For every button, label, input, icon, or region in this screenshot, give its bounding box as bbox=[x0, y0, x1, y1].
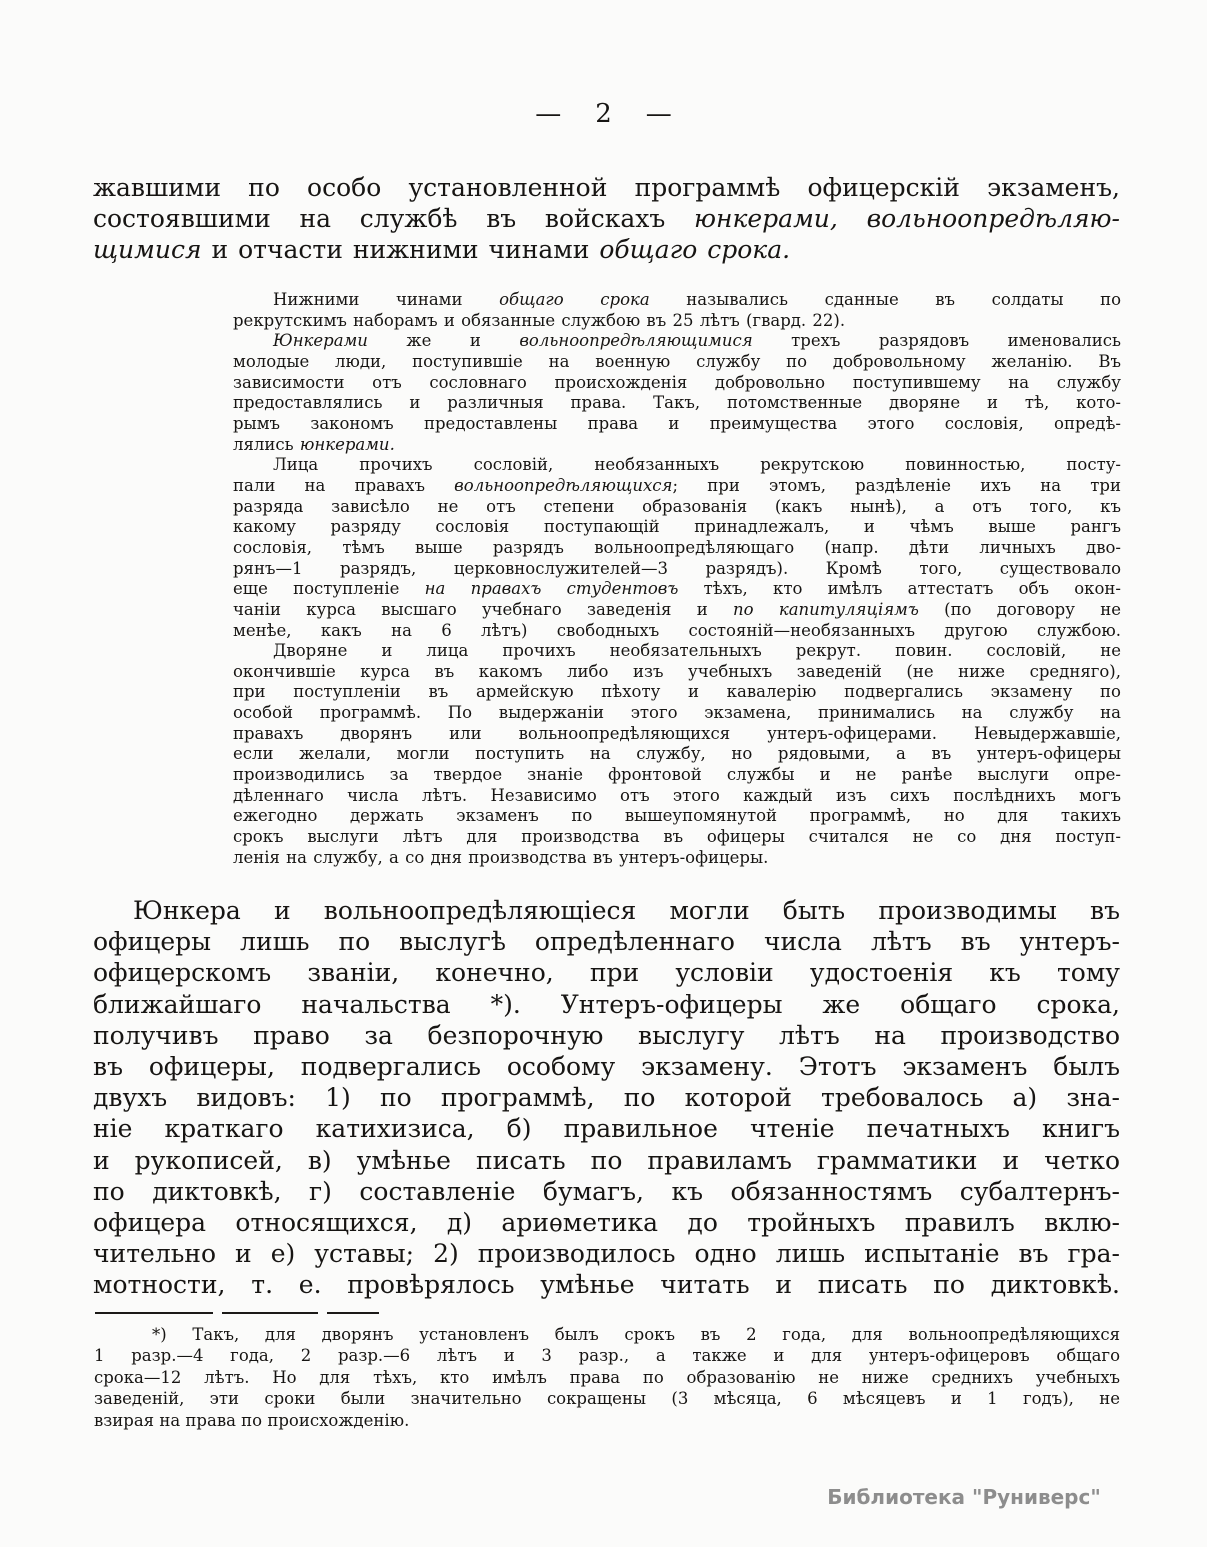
text-run: дѣленнаго числа лѣтъ. Независимо отъ этого каждый изъ сихъ послѣднихъ могъ bbox=[233, 785, 1121, 805]
text-line bbox=[93, 1238, 1120, 1269]
text-run: производились за твердое знаніе фронтовой службы и не ранѣе выслуги опре- bbox=[233, 765, 1121, 785]
text-line bbox=[93, 172, 1120, 203]
page-number bbox=[0, 99, 1207, 129]
text-line bbox=[93, 895, 1120, 926]
text-line bbox=[233, 414, 1121, 435]
text-run: срока—12 лѣтъ. Но для тѣхъ, кто имѣлъ права по образованію не ниже среднихъ учебныхъ bbox=[94, 1367, 1120, 1387]
text-line bbox=[233, 786, 1121, 807]
text-run: если желали, могли поступить на службу, но рядовыми, а въ унтеръ-офицеры bbox=[233, 744, 1121, 764]
text-run: лялись bbox=[233, 434, 300, 454]
text-line bbox=[233, 765, 1121, 786]
italic-text-run: щимися bbox=[93, 235, 202, 264]
text-run: и отчасти нижними чинами bbox=[201, 235, 600, 264]
text-line bbox=[233, 290, 1121, 311]
text-line bbox=[94, 1324, 1120, 1345]
text-line bbox=[233, 744, 1121, 765]
text-run: двухъ видовъ: 1) по программѣ, по которой требовалось а) зна- bbox=[93, 1083, 1120, 1113]
text-run: заведеній, эти сроки были значительно сокращены (3 мѣсяца, 6 мѣсяцевъ и 1 годъ), не bbox=[94, 1389, 1120, 1409]
italic-text-run: на правахъ студентовъ bbox=[424, 579, 679, 599]
text-line bbox=[93, 1082, 1120, 1113]
text-line bbox=[233, 662, 1121, 683]
text-line bbox=[233, 393, 1121, 414]
text-run: офицера относящихся, д) ариѳметика до тройныхъ правилъ вклю- bbox=[93, 1208, 1120, 1238]
text-run: (по договору не bbox=[918, 599, 1121, 619]
text-run: и рукописей, в) умѣнье писать по правиламъ грамматики и четко bbox=[93, 1145, 1120, 1175]
text-run: офицерскомъ званіи, конечно, при условіи удостоенія къ тому bbox=[93, 958, 1120, 988]
text-line bbox=[233, 331, 1121, 352]
text-line bbox=[93, 926, 1120, 957]
text-run: состоявшими на службѣ въ войскахъ bbox=[93, 204, 694, 233]
text-run: взирая на права по происхожденію. bbox=[94, 1410, 410, 1430]
text-run: молодые люди, поступившіе на военную службу по добровольному желанію. Въ bbox=[233, 351, 1121, 371]
text-run: Лица прочихъ сословій, необязанныхъ рекрутскою повинностью, посту- bbox=[273, 455, 1121, 475]
italic-text-run: юнкерами, вольноопредѣляю- bbox=[693, 204, 1120, 233]
text-line bbox=[233, 724, 1121, 745]
text-line bbox=[233, 600, 1121, 621]
text-line bbox=[93, 1207, 1120, 1238]
library-watermark: Библиотека "Руниверс" bbox=[827, 1485, 1101, 1509]
small-print-paragraph bbox=[233, 331, 1121, 455]
text-run: еще поступленіе bbox=[233, 579, 425, 599]
text-run: *) Такъ, для дворянъ установленъ былъ срокъ въ 2 года, для вольноопредѣляющихся bbox=[152, 1325, 1120, 1344]
text-line bbox=[233, 703, 1121, 724]
text-line bbox=[93, 1051, 1120, 1082]
text-line bbox=[233, 579, 1121, 600]
text-run: мотности, т. е. провѣрялось умѣнье читать и писать по диктовкѣ. bbox=[93, 1270, 1120, 1300]
text-line bbox=[233, 538, 1121, 559]
text-run: рянъ—1 разрядъ, церковнослужителей—3 разрядъ). Кромѣ того, существовало bbox=[233, 558, 1121, 578]
text-run: при поступленіи въ армейскую пѣхоту и кавалерію подвергались экзамену по bbox=[233, 682, 1121, 702]
text-line bbox=[93, 203, 1120, 234]
text-line bbox=[93, 1113, 1120, 1144]
text-run: ніе краткаго катихизиса, б) правильное чтеніе печатныхъ книгъ bbox=[93, 1114, 1120, 1144]
text-run: по диктовкѣ, г) составленіе бумагъ, къ обязанностямъ субалтернъ- bbox=[93, 1176, 1120, 1206]
text-run: назывались сданные въ солдаты по bbox=[649, 290, 1122, 309]
text-line bbox=[94, 1388, 1120, 1409]
text-run: ежегодно держать экзаменъ по вышеупомянутой программѣ, но для такихъ bbox=[233, 806, 1121, 826]
text-line bbox=[93, 957, 1120, 988]
text-line bbox=[233, 352, 1121, 373]
text-run: какому разряду сословія поступающій принадлежалъ, и чѣмъ выше рангъ bbox=[233, 517, 1121, 537]
intro-paragraph bbox=[93, 172, 1120, 265]
text-run: предоставлялись и различныя права. Такъ, потомственные дворяне и тѣ, кото- bbox=[233, 393, 1121, 413]
text-run: же и bbox=[367, 331, 520, 351]
text-line bbox=[93, 1145, 1120, 1176]
text-run: Дворяне и лица прочихъ необязательныхъ рекрут. повин. сословій, не bbox=[273, 641, 1121, 661]
small-print-paragraphs bbox=[233, 290, 1121, 868]
small-print-paragraph bbox=[233, 290, 1121, 331]
text-line bbox=[94, 1367, 1120, 1388]
text-run: менѣе, какъ на 6 лѣтъ) свободныхъ состояній—необязанныхъ другою службою. bbox=[233, 620, 1121, 640]
small-print-paragraph bbox=[233, 455, 1121, 641]
text-line bbox=[93, 1020, 1120, 1051]
italic-text-run: общаго срока bbox=[499, 290, 650, 309]
footnote-separator-rule bbox=[95, 1312, 379, 1314]
text-run: ленія на службу, а со дня производства въ унтеръ-офицеры. bbox=[233, 847, 769, 867]
text-line bbox=[233, 559, 1121, 580]
text-line bbox=[233, 373, 1121, 394]
text-line bbox=[233, 621, 1121, 642]
text-line bbox=[233, 641, 1121, 662]
text-line bbox=[93, 1176, 1120, 1207]
italic-text-run: общаго срока. bbox=[599, 235, 791, 264]
text-line bbox=[233, 806, 1121, 827]
main-paragraph bbox=[93, 895, 1120, 1301]
rule-segment bbox=[222, 1312, 318, 1314]
text-line bbox=[233, 517, 1121, 538]
text-run: Нижними чинами bbox=[273, 290, 500, 309]
text-run: ближайшаго начальства *). Унтеръ-офицеры же общаго срока, bbox=[93, 989, 1120, 1019]
text-run: чительно и е) уставы; 2) производилось одно лишь испытаніе въ гра- bbox=[93, 1239, 1120, 1269]
text-line bbox=[233, 682, 1121, 703]
text-run: рекрутскимъ наборамъ и обязанные службою въ 25 лѣтъ (гвард. 22). bbox=[233, 310, 846, 330]
italic-text-run: юнкерами. bbox=[299, 434, 395, 454]
text-line bbox=[233, 497, 1121, 518]
page-number-value: 2 bbox=[595, 99, 612, 129]
text-run: особой программѣ. По выдержаніи этого экзамена, принимались на службу на bbox=[233, 703, 1121, 723]
small-print-paragraph bbox=[233, 641, 1121, 868]
text-line bbox=[94, 1410, 1120, 1431]
text-run: срокъ выслуги лѣтъ для производства въ офицеры считался не со дня поступ- bbox=[233, 827, 1121, 847]
text-run: ; при этомъ, раздѣленіе ихъ на три bbox=[672, 475, 1121, 495]
text-run: разряда зависѣло не отъ степени образованія (какъ нынѣ), а отъ того, къ bbox=[233, 496, 1121, 516]
text-run: тѣхъ, кто имѣлъ аттестатъ объ окон- bbox=[678, 579, 1121, 599]
text-run: Юнкера и вольноопредѣляющіеся могли быть производимы въ bbox=[133, 896, 1120, 925]
text-line bbox=[233, 455, 1121, 476]
text-run: правахъ дворянъ или вольноопредѣляющихся унтеръ-офицерами. Невыдержавшіе, bbox=[233, 723, 1121, 743]
text-line bbox=[233, 827, 1121, 848]
text-run: зависимости отъ сословнаго происхожденія добровольно поступившему на службу bbox=[233, 372, 1121, 392]
text-run: офицеры лишь по выслугѣ опредѣленнаго числа лѣтъ въ унтеръ- bbox=[93, 927, 1120, 957]
text-line bbox=[233, 476, 1121, 497]
text-run: рымъ закономъ предоставлены права и преимущества этого сословія, опредѣ- bbox=[233, 413, 1121, 433]
text-run: пали на правахъ bbox=[233, 475, 455, 495]
text-run: трехъ разрядовъ именовались bbox=[752, 331, 1121, 351]
italic-text-run: по капитуляціямъ bbox=[733, 599, 919, 619]
rule-segment bbox=[327, 1312, 379, 1314]
text-run: въ офицеры, подвергались особому экзамену. Этотъ экзаменъ былъ bbox=[93, 1052, 1120, 1082]
text-run: 1 разр.—4 года, 2 разр.—6 лѣтъ и 3 разр., а также и для унтеръ-офицеровъ общаго bbox=[94, 1346, 1120, 1366]
text-run: сословія, тѣмъ выше разрядъ вольноопредѣляющаго (напр. дѣти личныхъ дво- bbox=[233, 537, 1121, 557]
rule-segment bbox=[95, 1312, 213, 1314]
text-line bbox=[233, 311, 1121, 332]
text-line bbox=[233, 435, 1121, 456]
text-line bbox=[94, 1345, 1120, 1366]
page-number-right-dash: — bbox=[645, 99, 672, 129]
text-run: жавшими по особо установленной программѣ офицерскій экзаменъ, bbox=[93, 173, 1120, 202]
text-run: чаніи курса высшаго учебнаго заведенія и bbox=[233, 599, 734, 619]
footnote-paragraph bbox=[94, 1324, 1120, 1431]
text-line bbox=[93, 989, 1120, 1020]
text-line bbox=[93, 234, 1120, 265]
text-run: получивъ право за безпорочную выслугу лѣтъ на производство bbox=[93, 1020, 1120, 1050]
text-line bbox=[233, 848, 1121, 869]
text-line bbox=[93, 1269, 1120, 1300]
page-number-left-dash: — bbox=[535, 99, 562, 129]
text-run: окончившіе курса въ какомъ либо изъ учебныхъ заведеній (не ниже средняго), bbox=[233, 661, 1121, 681]
italic-text-run: вольноопредѣляющихся bbox=[454, 475, 673, 495]
italic-text-run: вольноопредѣляющимися bbox=[519, 331, 753, 351]
italic-text-run: Юнкерами bbox=[273, 331, 368, 351]
